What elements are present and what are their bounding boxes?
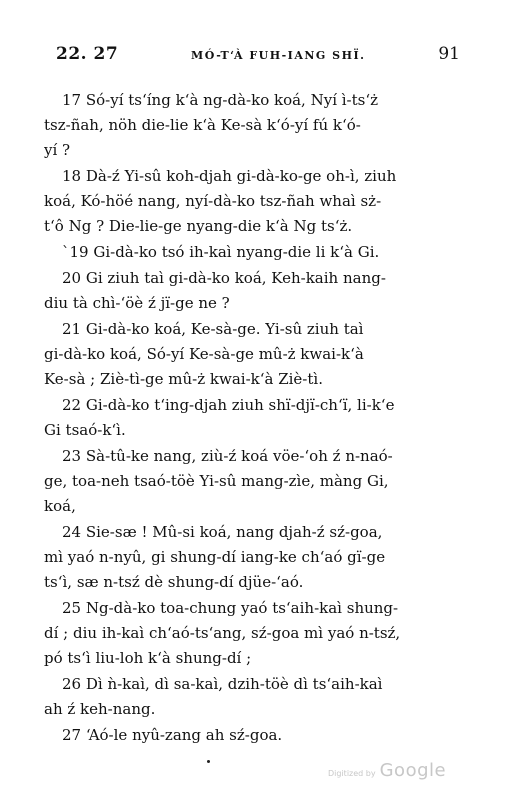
verse-line: 25 Ng-dà-ko toa-chung yaó ts‘aih-kaì shung-	[62, 599, 399, 617]
digitization-watermark	[328, 760, 446, 781]
verse-paragraph	[44, 317, 456, 392]
verse-line: 26 Dì ǹ-kaì, dì sa-kaì, dzih-töè dì ts‘aih-kaì	[62, 675, 383, 693]
watermark-brand: Google	[379, 760, 447, 781]
verse-line: ts‘ì, sæ n-tsź dè shung-dí djüe-‘aó.	[44, 573, 304, 591]
verse-line: 17 Só-yí ts‘íng k‘à ng-dà-ko koá, Nyí ì-ts‘ż	[62, 91, 379, 109]
verse-paragraph	[44, 520, 456, 595]
verse-line: koá,	[44, 497, 76, 515]
verse-line: yí ?	[44, 141, 71, 159]
verse-line: dí ; diu ih-kaì ch‘aó-ts‘ang, sź-goa mì yaó n-tsź,	[44, 624, 401, 642]
verse-line: Ke-sà ; Ziè-tì-ge mû-ż kwai-k‘à Ziè-tì.	[44, 370, 323, 388]
verse-line: `19 Gi-dà-ko tsó ih-kaì nyang-die li k‘à Gi.	[62, 243, 380, 261]
verse-paragraph	[44, 596, 456, 671]
chapter-verse-ref: 22. 27	[56, 44, 119, 64]
verse-line: 22 Gi-dà-ko t‘ing-djah ziuh shï-djï-ch‘ï, li-k‘e	[62, 396, 395, 414]
running-title: MÓ-T‘À FUH-IANG SHÏ.	[191, 49, 366, 62]
verse-paragraph	[44, 393, 456, 443]
verse-line: ah ź keh-nang.	[44, 700, 156, 718]
verse-paragraph	[44, 88, 456, 163]
verse-line: Gi tsaó-k‘ì.	[44, 421, 126, 439]
verse-paragraph	[44, 164, 456, 239]
verse-line: koá, Kó-höé nang, nyí-dà-ko tsz-ñah whaì sż-	[44, 192, 382, 210]
verse-line: 23 Sà-tû-ke nang, ziù-ź koá vöe-‘oh ź n-naó-	[62, 447, 393, 465]
verse-line: 18 Dà-ź Yi-sû koh-djah gi-dà-ko-ge oh-ì, ziuh	[62, 167, 397, 185]
running-header	[56, 44, 460, 70]
verse-line: 20 Gi ziuh taì gi-dà-ko koá, Keh-kaih nang-	[62, 269, 386, 287]
verse-line: t‘ô Ng ? Die-lie-ge nyang-die k‘à Ng ts‘ż.	[44, 217, 353, 235]
verse-line: gi-dà-ko koá, Só-yí Ke-sà-ge mû-ż kwai-k‘à	[44, 345, 364, 363]
watermark-prefix: Digitized by	[328, 769, 376, 778]
verse-line: 24 Sie-sæ ! Mû-si koá, nang djah-ź sź-goa,	[62, 523, 383, 541]
verse-line: ge, toa-neh tsaó-töè Yi-sû mang-zìe, màng Gi,	[44, 472, 389, 490]
verse-paragraph	[44, 672, 456, 722]
verse-line: mì yaó n-nyû, gi shung-dí iang-ke ch‘aó gï-ge	[44, 548, 386, 566]
verse-line: pó ts‘ì liu-loh k‘à shung-dí ;	[44, 649, 252, 667]
verse-paragraph	[44, 240, 456, 265]
verse-paragraph	[44, 444, 456, 519]
verse-line: diu tà chì-‘öè ź jï-ge ne ?	[44, 294, 230, 312]
verse-line: 21 Gi-dà-ko koá, Ke-sà-ge. Yi-sû ziuh taì	[62, 320, 364, 338]
verse-text-body	[44, 88, 456, 749]
verse-paragraph	[44, 266, 456, 316]
verse-paragraph	[44, 723, 456, 748]
verse-line: 27 ‘Aó-le nyû-zang ah sź-goa.	[62, 726, 283, 744]
page-number: 91	[438, 44, 460, 64]
page-mark-dot	[207, 760, 210, 763]
verse-line: tsz-ñah, nöh die-lie k‘à Ke-sà k‘ó-yí fú k‘ó-	[44, 116, 361, 134]
